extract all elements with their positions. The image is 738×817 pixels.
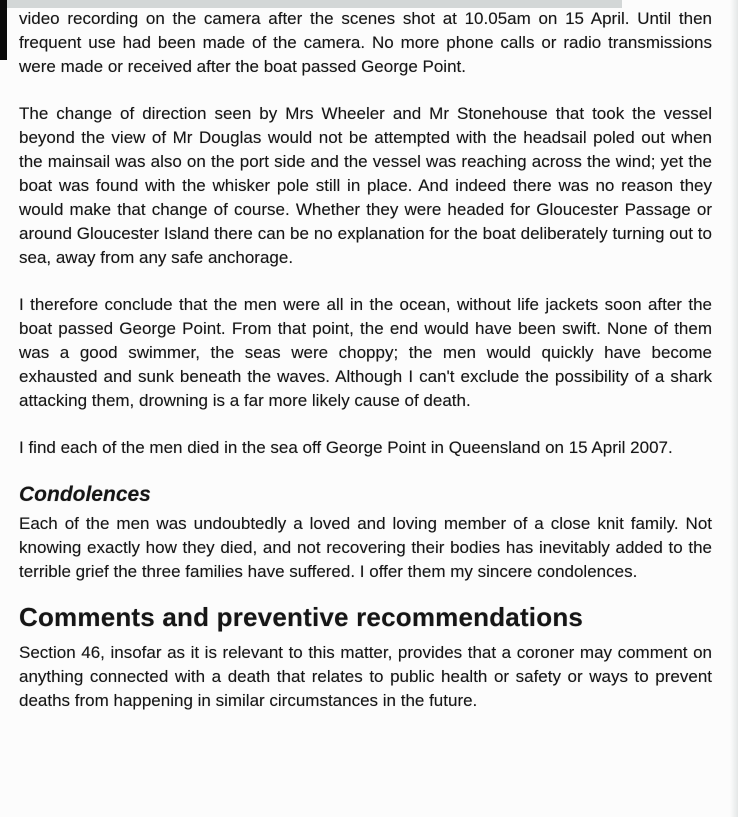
section-heading-condolences: Condolences bbox=[19, 483, 151, 506]
paragraph-section-46: Section 46, insofar as it is relevant to this matter, provides that a coroner may comment on anything connected with a death that relates to public health or safety or ways to prevent deaths from happening in similar circumstances in the future. bbox=[19, 643, 712, 710]
paragraph-condolences-body: Each of the men was undoubtedly a loved and loving member of a close knit family. Not knowing exactly how they died, and not recovering their bodies has inevitably added to the terrible grief the three families have suffered. I offer them my sincere condolences. bbox=[19, 514, 712, 581]
scan-top-edge-band bbox=[0, 0, 622, 8]
paragraph-finding-of-death: I find each of the men died in the sea off George Point in Queensland on 15 April 2007. bbox=[19, 438, 673, 457]
paragraph-change-of-direction: The change of direction seen by Mrs Wheeler and Mr Stonehouse that took the vessel beyond the view of Mr Douglas would not be attempted with the headsail poled out when the mainsail was also on the port side and the vessel was reaching across the wind; yet the boat was found with the whisker pole still in place. And indeed there was no reason they would make that change of course. Whether they were headed for Gloucester Passage or around Gloucester Island there can be no explanation for the boat deliberately turning out to sea, away from any safe anchorage. bbox=[19, 104, 712, 267]
scan-right-edge-shade bbox=[730, 0, 738, 817]
scan-corner-mark bbox=[0, 0, 7, 60]
paragraph-conclusion-ocean: I therefore conclude that the men were all in the ocean, without life jackets soon after the boat passed George Point. From that point, the end would have been swift. None of them was a good swimmer, the seas were choppy; the men would quickly have become exhausted and sunk beneath the waves. Although I can't exclude the possibility of a shark attacking them, drowning is a far more likely cause of death. bbox=[19, 295, 712, 410]
section-heading-comments-recommendations: Comments and preventive recommendations bbox=[19, 602, 584, 632]
paragraph-camera-recording: video recording on the camera after the scenes shot at 10.05am on 15 April. Until then frequent use had been made of the camera. No more phone calls or radio transmissions were made or received after the boat passed George Point. bbox=[19, 9, 712, 76]
